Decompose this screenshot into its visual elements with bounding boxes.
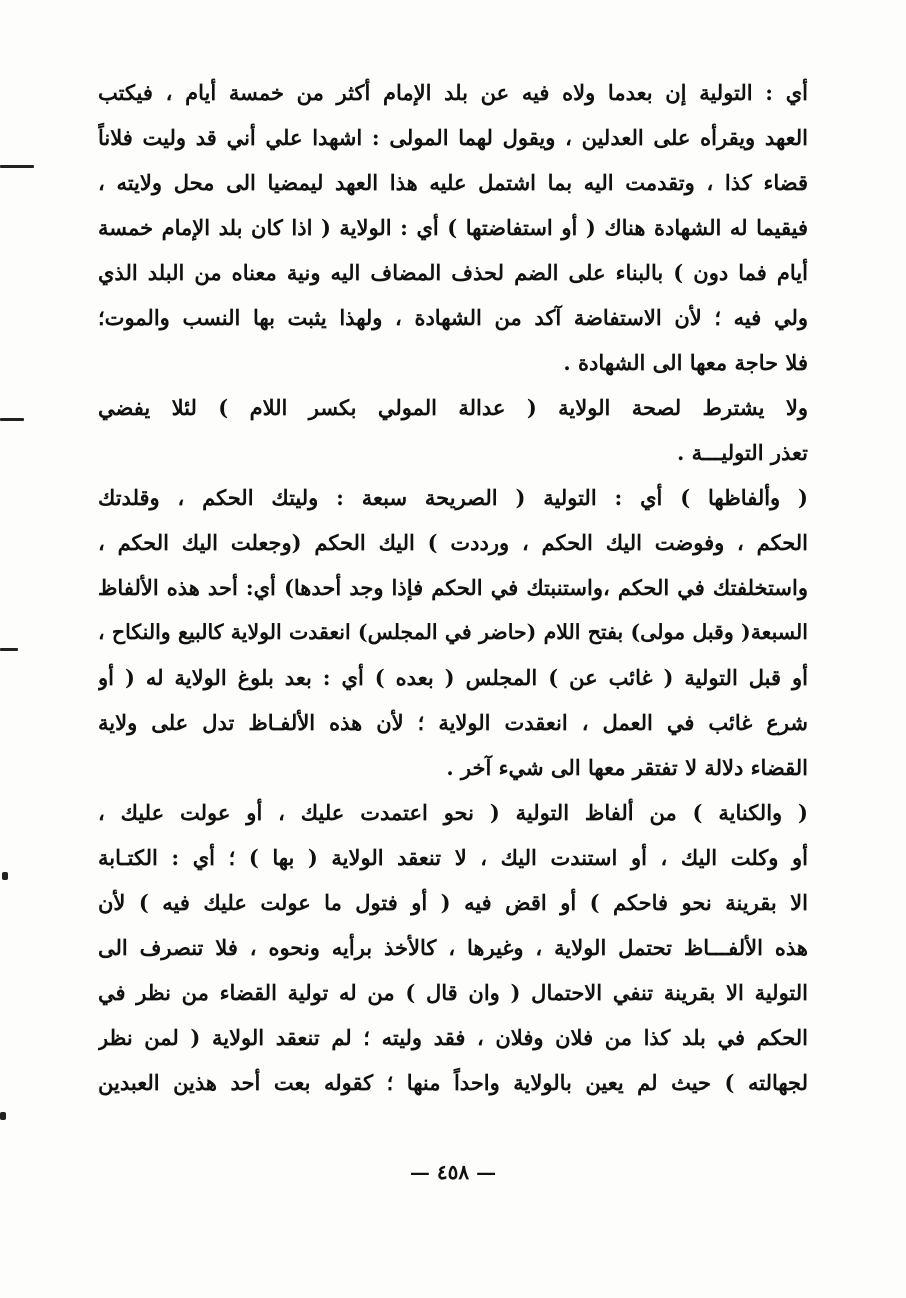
text-line: التولية الا بقرينة تنفي الاحتمال ( وان قال ) من له تولية القضاء من نظر في bbox=[98, 980, 808, 1005]
text-line: الحكم ، وفوضت اليك الحكم ، ورددت ) اليك الحكم (وجعلت اليك الحكم ، bbox=[98, 530, 808, 555]
text-line: فيقيما له الشهادة هناك ( أو استفاضتها ) أي : الولاية ( اذا كان بلد الإمام خمسة bbox=[98, 215, 808, 240]
text-line: ولي فيه ؛ لأن الاستفاضة آكد من الشهادة ، ولهذا يثبت بها النسب والموت؛ bbox=[98, 305, 808, 330]
text-line: أو قبل التولية ( غائب عن ) المجلس ( بعده ) أي : بعد بلوغ الولاية له ( أو bbox=[98, 665, 808, 690]
text-line: أيام فما دون ) بالبناء على الضم لحذف المضاف اليه ونية معناه من البلد الذي bbox=[98, 260, 808, 285]
text-line: الا بقرينة نحو فاحكم ) أو اقض فيه ( أو فتول ما عولت عليك فيه ) لأن bbox=[98, 890, 808, 915]
text-line: ( والكناية ) من ألفاظ التولية ( نحو اعتمدت عليك ، أو عولت عليك ، bbox=[98, 800, 808, 825]
margin-mark bbox=[0, 418, 24, 421]
text-line: شرع غائب في العمل ، انعقدت الولاية ؛ لأن هذه الألفـاظ تدل على ولاية bbox=[98, 710, 808, 735]
text-line: أو وكلت اليك ، أو استندت اليك ، لا تنعقد الولاية ( بها ) ؛ أي : الكتـابة bbox=[98, 845, 808, 870]
text-line: واستخلفتك في الحكم ،واستنبتك في الحكم فإذا وجد أحدها) أي: أحد هذه الألفاظ bbox=[98, 575, 808, 600]
margin-mark bbox=[0, 648, 18, 651]
page-number: — ٤٥٨ — bbox=[409, 1160, 497, 1184]
text-line: الحكم في بلد كذا من فلان وفلان ، فقد وليته ؛ لم تنعقد الولاية ( لمن نظر bbox=[98, 1025, 808, 1050]
text-line: قضاء كذا ، وتقدمت اليه بما اشتمل عليه هذا العهد ليمضيا الى محل ولايته ، bbox=[98, 170, 808, 195]
margin-mark bbox=[0, 1112, 6, 1120]
text-line: العهد ويقرأه على العدلين ، ويقول لهما المولى : اشهدا علي أني قد وليت فلاناً bbox=[98, 125, 808, 150]
text-line: تعذر التوليـــة . bbox=[677, 440, 808, 465]
text-line: هذه الألفـــاظ تحتمل الولاية ، وغيرها ، كالأخذ برأيه ونحوه ، فلا تنصرف الى bbox=[98, 935, 808, 960]
text-line: السبعة( وقبل مولى) بفتح اللام (حاضر في المجلس) انعقدت الولاية كالبيع والنكاح ، bbox=[98, 620, 808, 644]
text-line: أي : التولية إن بعدما ولاه فيه عن بلد الإمام أكثر من خمسة أيام ، فيكتب bbox=[98, 80, 808, 105]
margin-mark bbox=[2, 872, 8, 880]
margin-mark bbox=[0, 165, 34, 168]
body-text bbox=[98, 70, 808, 1105]
text-line: القضاء دلالة لا تفتقر معها الى شيء آخر . bbox=[446, 755, 808, 780]
text-line: لجهالته ) حيث لم يعين بالولاية واحداً منها ؛ كقوله بعت أحد هذين العبدين bbox=[98, 1070, 808, 1095]
text-line: ولا يشترط لصحة الولاية ( عدالة المولي بكسر اللام ) لئلا يفضي bbox=[98, 395, 808, 420]
text-line: ( وألفاظها ) أي : التولية ( الصريحة سبعة : وليتك الحكم ، وقلدتك bbox=[98, 485, 808, 510]
text-line: فلا حاجة معها الى الشهادة . bbox=[563, 350, 808, 375]
